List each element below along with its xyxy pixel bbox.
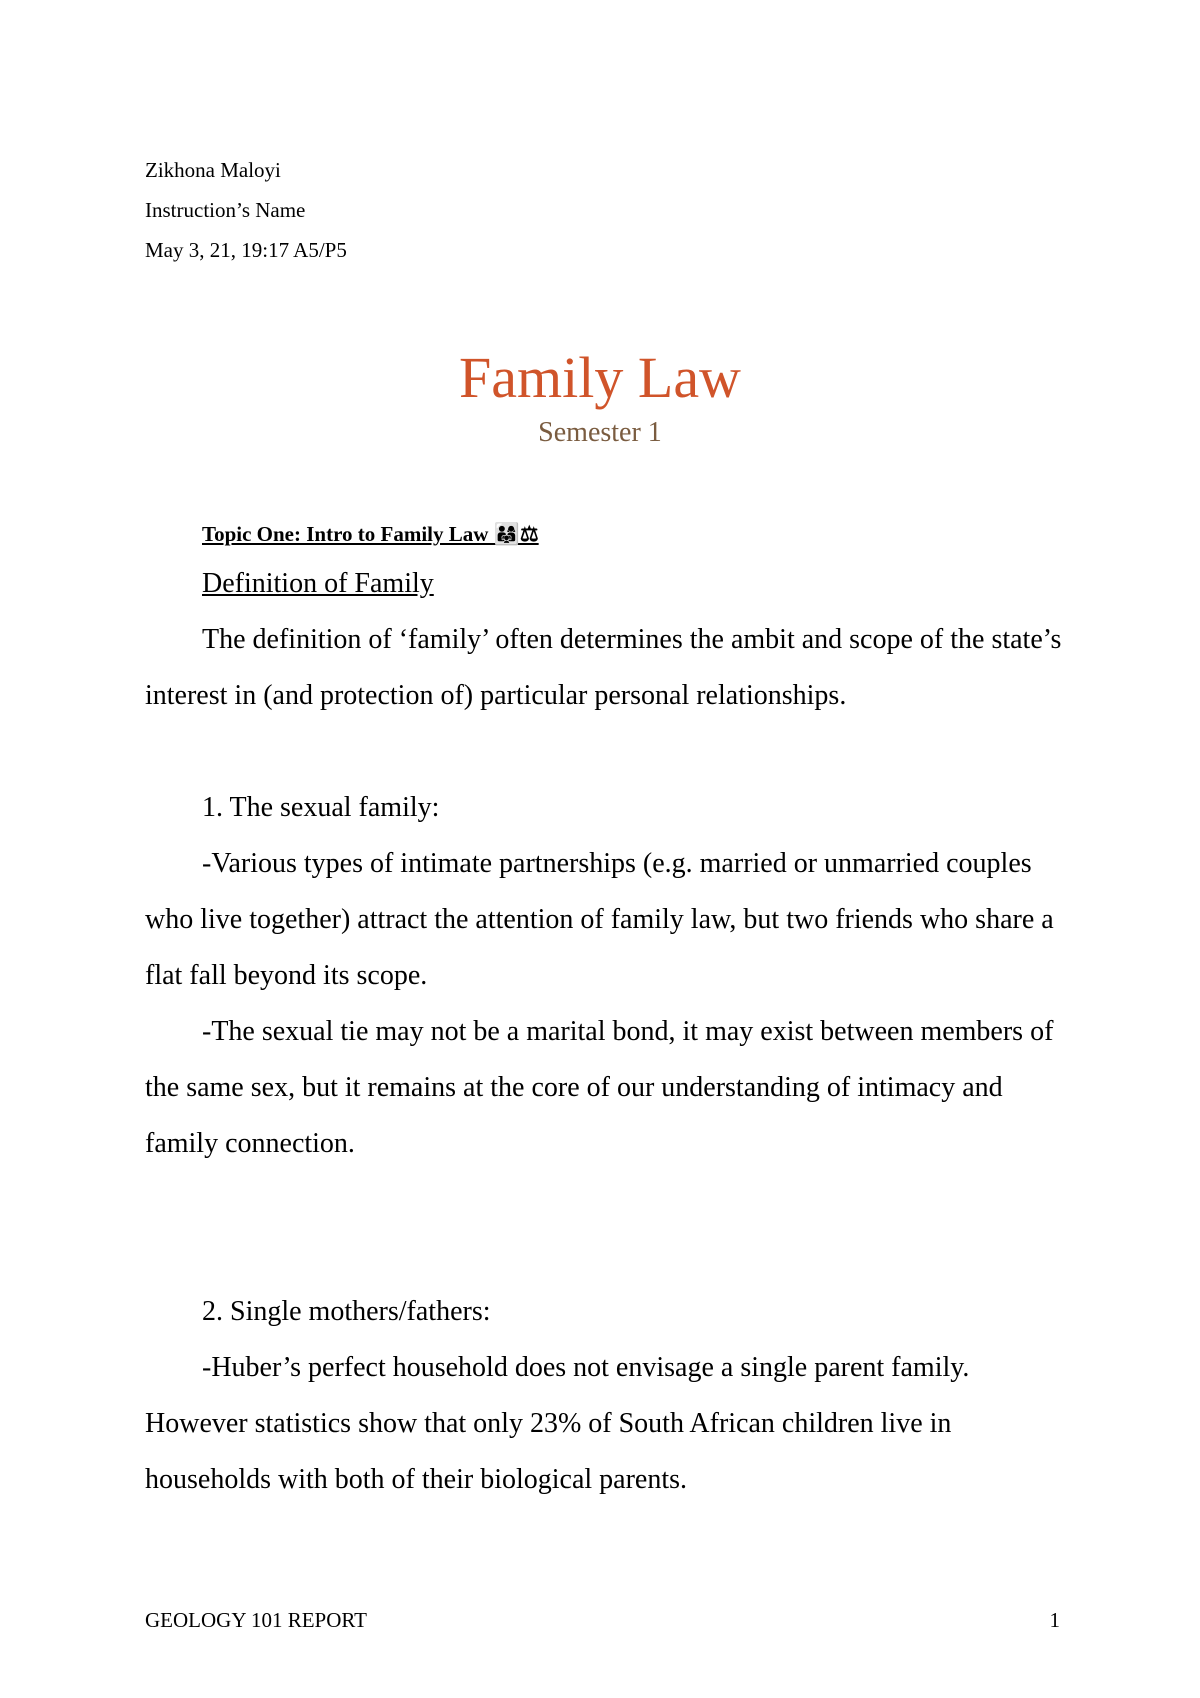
- item1-paragraph-1: -Various types of intimate partnerships (e.g. married or unmarried couples who live together) attract the attention of family law, but two friends who share a flat fall beyond its scope.: [145, 848, 1054, 991]
- title-block: [0, 343, 1200, 453]
- footer-text: GEOLOGY 101 REPORT: [145, 1608, 367, 1632]
- document-body: [145, 514, 1065, 1508]
- page-number: 1: [1049, 1608, 1060, 1632]
- instructor-name: Instruction’s Name: [145, 198, 306, 222]
- definition-paragraph: The definition of ‘family’ often determines the ambit and scope of the state’s interest in (and protection of) particular personal relationships.: [145, 624, 1062, 711]
- blank-line: [145, 1228, 1065, 1284]
- author-name: Zikhona Maloyi: [145, 158, 281, 182]
- document-title: Family Law: [459, 345, 741, 410]
- item2-heading: 2. Single mothers/fathers:: [202, 1296, 491, 1327]
- item1-heading: 1. The sexual family:: [202, 792, 440, 823]
- header-info: [145, 150, 347, 270]
- blank-line: [145, 724, 1065, 780]
- section-heading: Definition of Family: [202, 568, 434, 599]
- blank-line: [145, 1172, 1065, 1228]
- document-date: May 3, 21, 19:17 A5/P5: [145, 238, 347, 262]
- item1-paragraph-2: -The sexual tie may not be a marital bond, it may exist between members of the same sex, but it remains at the core of our understanding of intimacy and family connection.: [145, 1016, 1054, 1159]
- document-subtitle: Semester 1: [538, 417, 662, 448]
- topic-heading: Topic One: Intro to Family Law 👨‍👩‍👧⚖: [202, 522, 539, 546]
- item2-paragraph-1: -Huber’s perfect household does not envisage a single parent family. However statistics show that only 23% of South African children live in households with both of their biological parents.: [145, 1352, 970, 1495]
